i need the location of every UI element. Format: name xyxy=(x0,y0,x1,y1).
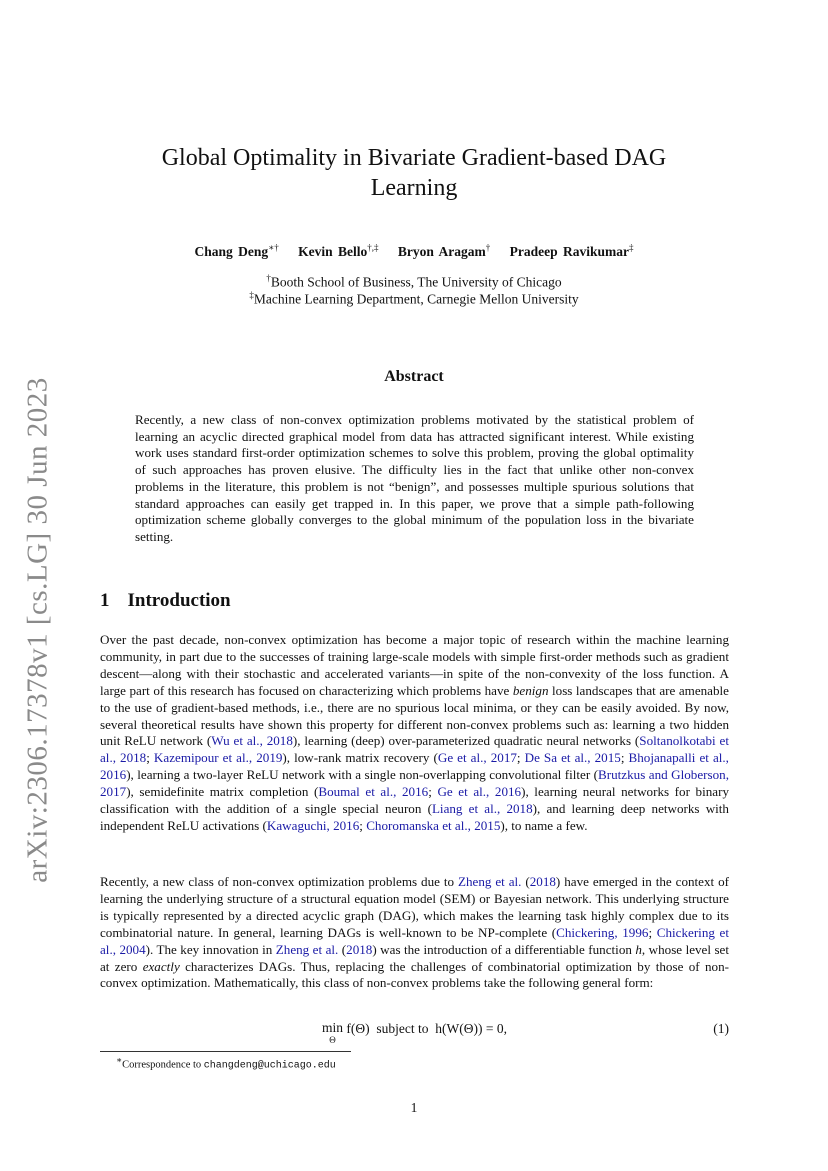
citation-link[interactable]: Choromanska et al., 2015 xyxy=(366,817,501,833)
arxiv-sidebar-stamp xyxy=(18,370,58,890)
author: Chang Deng∗† xyxy=(194,242,279,259)
affiliation: †Booth School of Business, The University of Chicago xyxy=(266,273,562,290)
citation-link[interactable]: Brutzkus and Globerson, 2017 xyxy=(100,767,729,800)
author-mark: ‡ xyxy=(629,242,634,252)
equation-body: min Θ f(Θ) subject to h(W(Θ)) = 0, xyxy=(322,1020,507,1045)
citation-link[interactable]: Boumal et al., 2016 xyxy=(318,784,429,800)
author: Kevin Bello†,‡ xyxy=(298,242,379,259)
abstract-heading: Abstract xyxy=(384,368,444,385)
min-operator: min Θ xyxy=(322,1020,344,1045)
citation-link[interactable]: Kawaguchi, 2016 xyxy=(266,817,360,833)
equation-label: (1) xyxy=(713,1021,729,1036)
citation-link[interactable]: Bhojanapalli et al., 2016 xyxy=(100,750,729,783)
citation-link[interactable]: Wu et al., 2018 xyxy=(211,733,293,749)
footnote: ∗Correspondence to changdeng@uchicago.edu xyxy=(116,1055,336,1072)
arxiv-id: arXiv:2306.17378v1 [cs.LG] 30 Jun 2023 xyxy=(21,377,54,883)
author: Bryon Aragam† xyxy=(397,242,491,259)
citation-link[interactable]: Kazemipour et al., 2019 xyxy=(153,750,283,766)
page-number: 1 xyxy=(410,1100,418,1115)
equation-1 xyxy=(100,1017,729,1047)
citation-link[interactable]: Chickering et al., 2004 xyxy=(100,924,730,957)
citation-year-link[interactable]: 2018 xyxy=(529,874,556,889)
abstract-text: Recently, a new class of non-convex optimization problems motivated by the statistical problem of learning an acyclic directed graphical model from data has attracted significant interest. While existing work uses standard first-order optimization schemes to solve this problem, proving the global optimality of such approaches has proven elusive. The difficulty lies in the fact that unlike other non-convex problems in the literature, this problem is not “benign”, and possesses multiple spurious solutions that standard approaches can easily get trapped in. In this paper, we prove that a simple path-following optimization scheme globally converges to the global minimum of the population loss in the bivariate setting. xyxy=(135,412,694,544)
author-mark: † xyxy=(485,242,491,252)
citation-link[interactable]: Ge et al., 2017 xyxy=(437,750,517,766)
citation-link[interactable]: Ge et al., 2016 xyxy=(437,784,522,800)
citation-year-link[interactable]: 2018 xyxy=(346,941,373,957)
title-line-2: Learning xyxy=(370,175,458,201)
affiliation: ‡Machine Learning Department, Carnegie Mellon University xyxy=(249,290,579,307)
intro-paragraph-1: Over the past decade, non-convex optimization has become a major topic of research within the machine learning community, in part due to the successes of training large-scale models with simple first-order methods such as gradient descent—along with their stochastic and accelerated variants—in spite of the non-convexity of the loss function. A large part of this research has focused on characterizing which problems have benign loss landscapes that are amenable to the use of gradient-based methods, i.e., there are no spurious local minima, or they can be easily avoided. By now, several theoretical results have shown this property for different non-convex problems such as: learning a two hidden unit ReLU network (Wu et al., 2018), learning (deep) over-parameterized quadratic neural networks (Soltanolkotabi et al., 2018; Kazemipour et al., 2019), low-rank matrix recovery (Ge et al., 2017; De Sa et al., 2015; Bhojanapalli et al., 2016), learning a two-layer ReLU network with a single non-overlapping convolutional filter (Brutzkus and Globerson, 2017), semidefinite matrix completion (Boumal et al., 2016; Ge et al., 2016), learning neural networks for binary classification with the addition of a single special neuron (Liang et al., 2018), and learning deep networks with independent ReLU activations (Kawaguchi, 2016; Choromanska et al., 2015), to name a few. xyxy=(100,632,729,833)
author-mark: †,‡ xyxy=(367,242,379,252)
author-list xyxy=(100,242,728,260)
citation-link[interactable]: Zheng et al. xyxy=(275,941,339,957)
citation-link[interactable]: Soltanolkotabi et al., 2018 xyxy=(100,733,729,766)
section-heading: 1 Introduction xyxy=(100,590,231,611)
footnote-rule xyxy=(100,1051,351,1052)
author-mark: ∗† xyxy=(268,242,279,252)
author: Pradeep Ravikumar‡ xyxy=(509,242,634,259)
citation-link[interactable]: Liang et al., 2018 xyxy=(431,801,533,817)
paper-title xyxy=(100,143,728,203)
email-address: changdeng@uchicago.edu xyxy=(203,1060,336,1072)
intro-paragraph-2: Recently, a new class of non-convex optimization problems due to Zheng et al. (2018) have emerged in the context of learning the underlying structure of a structural equation model (SEM) or Bayesian network. This underlying structure is typically represented by a directed acyclic graph (DAG), which makes the learning task highly complex due to its combinatorial nature. In general, learning DAGs is well-known to be NP-complete (Chickering, 1996; Chickering et al., 2004). The key innovation in Zheng et al. (2018) was the introduction of a differentiable function h, whose level set at zero exactly characterizes DAGs. Thus, replacing the challenges of combinatorial optimization by those of non-convex optimization. Mathematically, this class of non-convex problems take the following general form: xyxy=(100,874,730,991)
citation-link[interactable]: Zheng et al. xyxy=(457,874,522,889)
citation-link[interactable]: De Sa et al., 2015 xyxy=(524,750,621,766)
title-line-1: Global Optimality in Bivariate Gradient-based DAG xyxy=(161,145,667,171)
citation-link[interactable]: Chickering, 1996 xyxy=(556,924,649,940)
